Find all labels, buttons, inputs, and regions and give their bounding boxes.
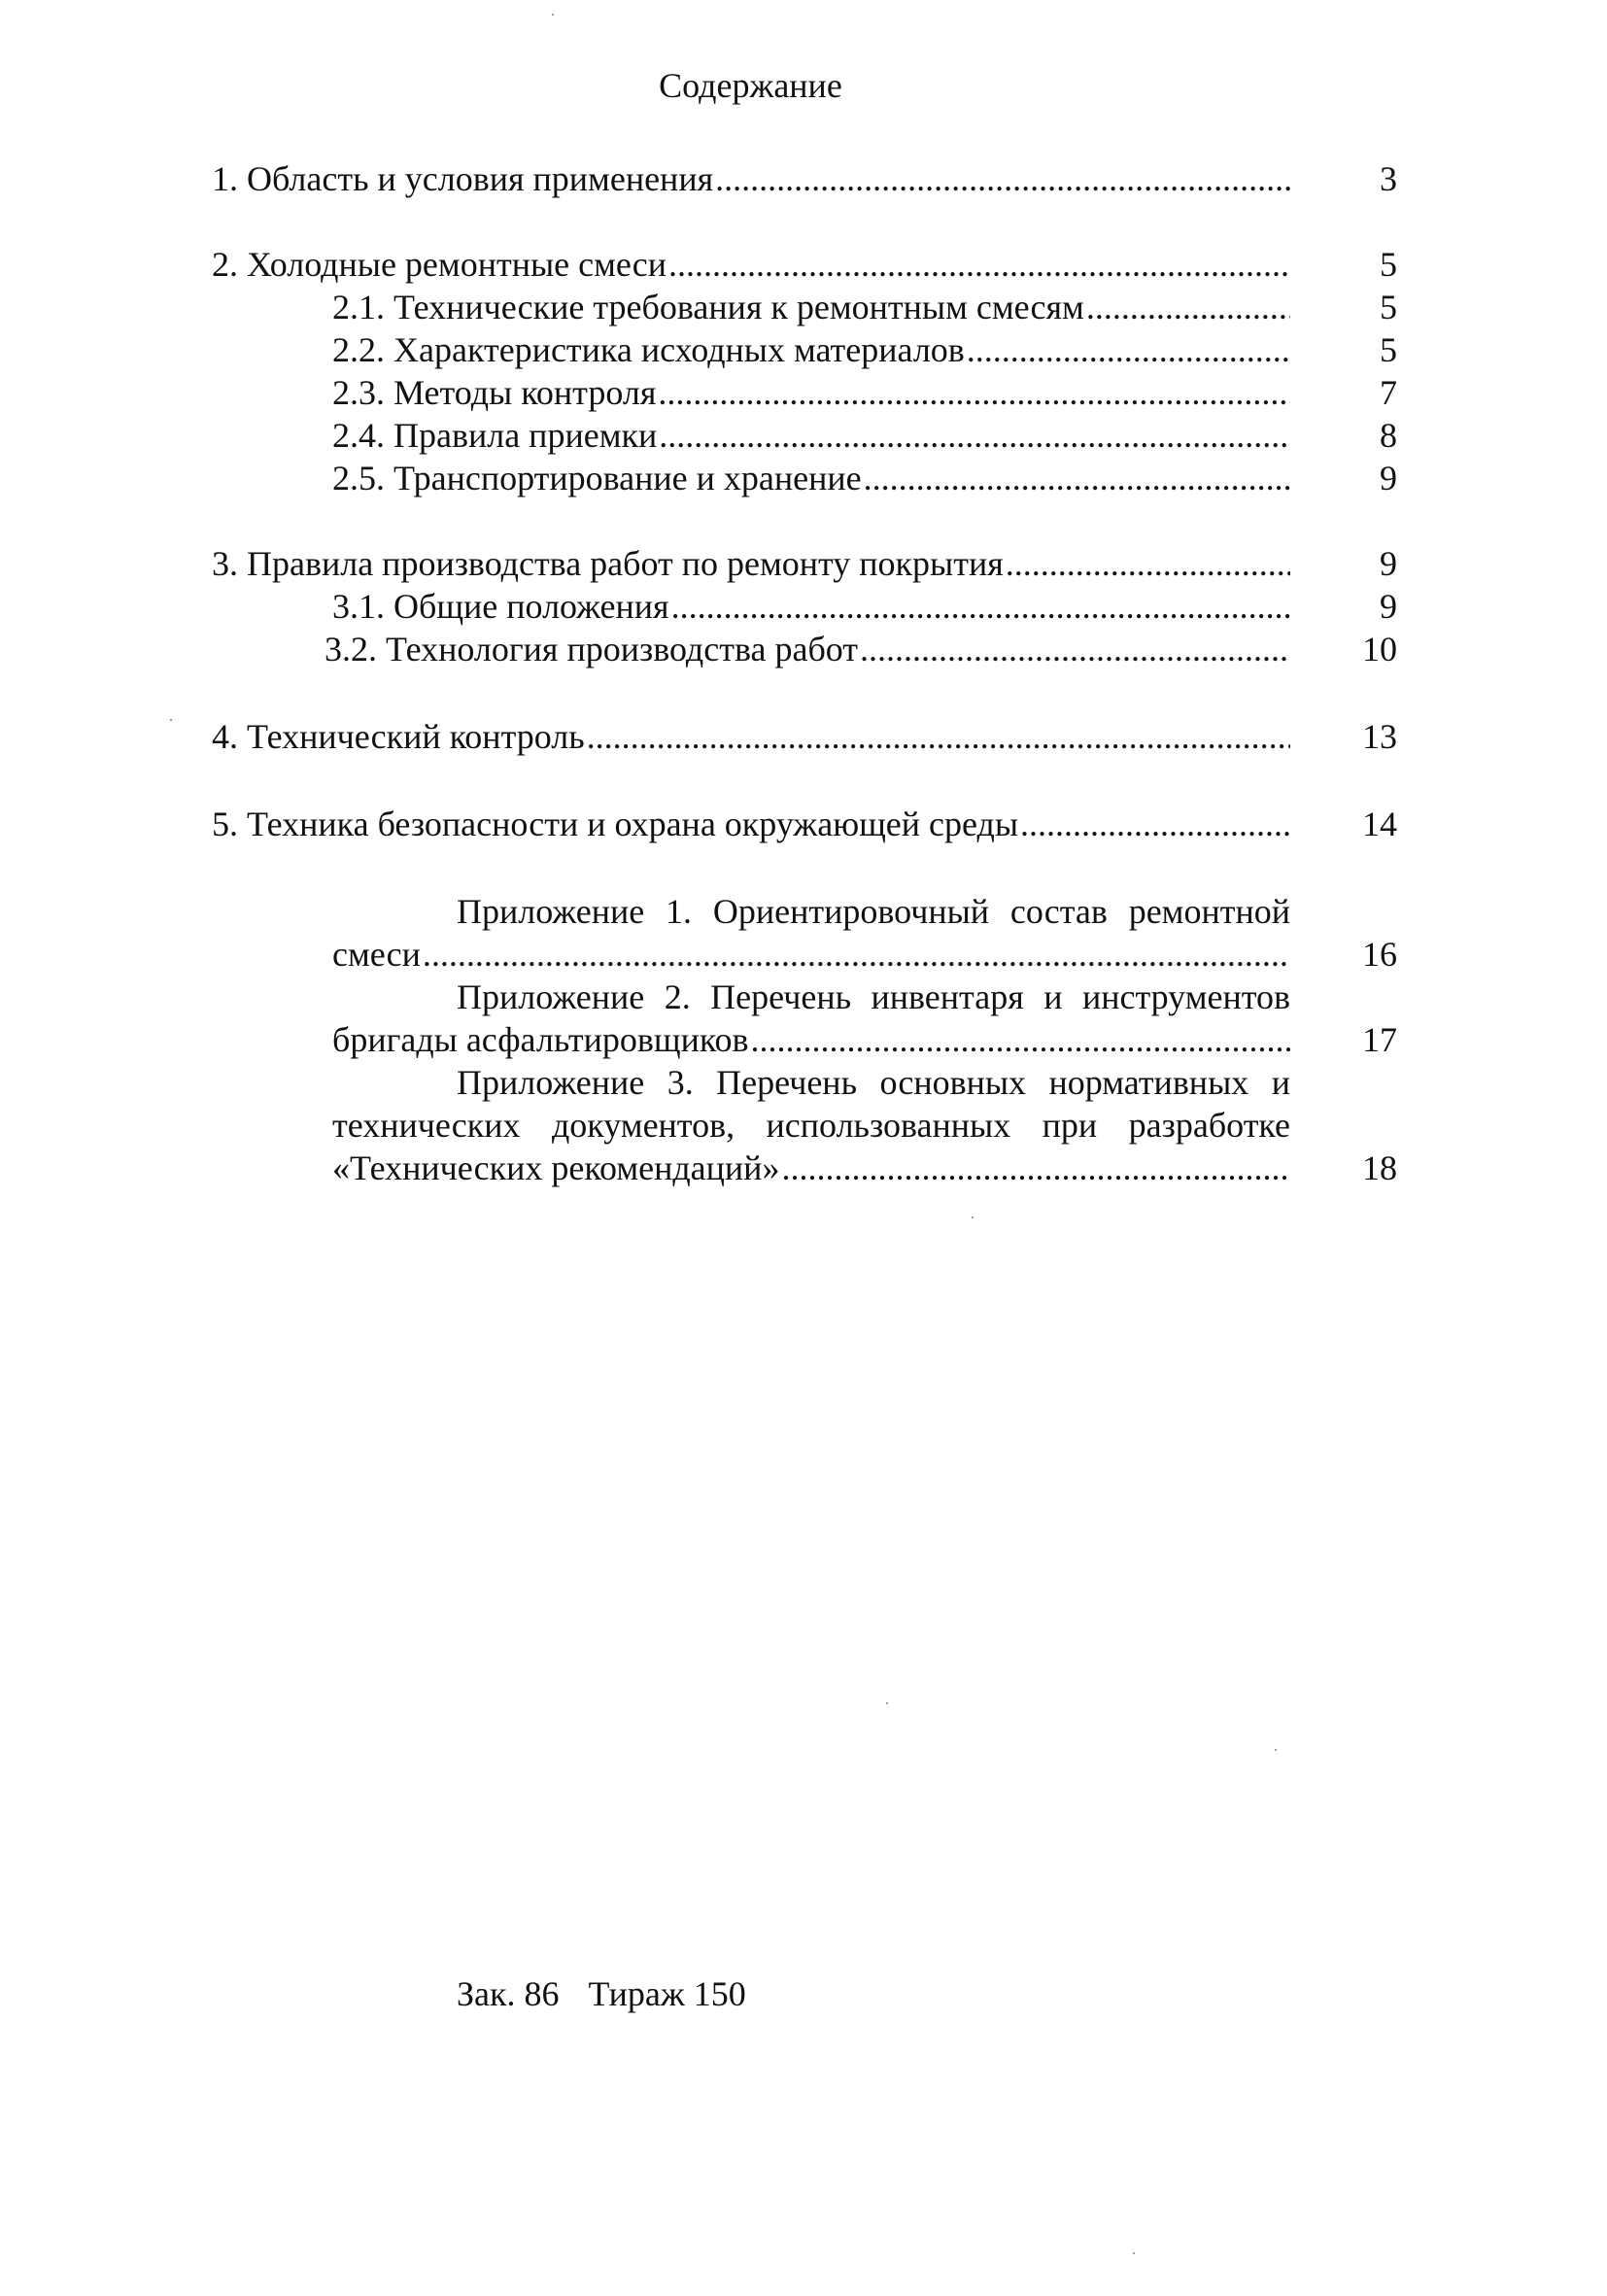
toc-page-number: 9 (1380, 587, 1397, 626)
toc-page-number: 5 (1380, 288, 1397, 326)
toc-leader-dots (715, 157, 1290, 200)
toc-subentry[interactable] (332, 371, 1290, 414)
toc-page-number: 9 (1380, 459, 1397, 497)
toc-leader-dots (659, 414, 1290, 457)
toc-leader-dots (967, 328, 1290, 371)
toc-entry-title: 3.2. Технология производства работ (325, 630, 859, 668)
toc-leader-dots (587, 715, 1290, 758)
toc-entry-title: 2.3. Методы контроля (332, 373, 657, 412)
toc-entry-title: 3.1. Общие положения (332, 587, 669, 626)
scan-speck (552, 14, 554, 16)
toc-subentry[interactable] (332, 585, 1290, 628)
toc-page-number: 7 (1380, 373, 1397, 412)
toc-page-number: 14 (1362, 805, 1397, 843)
scan-speck (170, 719, 172, 721)
toc-entry[interactable] (212, 715, 1290, 758)
toc-leader-dots (1020, 803, 1290, 845)
toc-entry-title: 4. Технический контроль (212, 717, 585, 756)
scan-speck (1133, 2252, 1135, 2254)
toc-entry-title: 2.4. Правила приемки (332, 416, 658, 455)
print-footer (457, 1972, 746, 2015)
toc-leader-dots (781, 1147, 1290, 1189)
appendix-entry-line[interactable]: технических документов, использованных при разработке (332, 1106, 1290, 1145)
toc-page-number: 17 (1362, 1020, 1397, 1059)
appendix-entry-line[interactable]: Приложение 3. Перечень основных нормативных и (457, 1063, 1290, 1102)
appendix-entry-line[interactable]: Приложение 1. Ориентировочный состав ремонтной (457, 892, 1290, 931)
appendix-entry[interactable] (332, 1147, 1290, 1189)
toc-page-number: 5 (1380, 245, 1397, 284)
toc-leader-dots (1006, 542, 1290, 585)
toc-leader-dots (423, 933, 1290, 976)
toc-subentry[interactable] (332, 414, 1290, 457)
toc-entry-title: смеси (332, 935, 421, 974)
page-title: Содержание (659, 66, 842, 105)
toc-entry-title: 3. Правила производства работ по ремонту покрытия (212, 544, 1004, 583)
toc-entry-title: 2.2. Характеристика исходных материалов (332, 330, 965, 369)
toc-subentry[interactable] (325, 628, 1290, 670)
toc-entry-title: 5. Техника безопасности и охрана окружающей среды (212, 805, 1019, 843)
scan-speck (972, 1217, 974, 1218)
toc-entry[interactable] (212, 542, 1290, 585)
toc-entry-title: 2.5. Транспортирование и хранение (332, 459, 862, 497)
toc-leader-dots (1086, 286, 1290, 328)
toc-entry-title: 2.1. Технические требования к ремонтным смесям (332, 288, 1084, 326)
toc-leader-dots (864, 457, 1290, 499)
toc-page-number: 3 (1380, 159, 1397, 198)
toc-page-number: 16 (1362, 935, 1397, 974)
toc-leader-dots (671, 585, 1290, 628)
toc-leader-dots (658, 371, 1290, 414)
toc-subentry[interactable] (332, 286, 1290, 328)
toc-page-number: 8 (1380, 416, 1397, 455)
toc-entry[interactable] (212, 243, 1290, 286)
toc-entry-title: 1. Область и условия применения (212, 159, 714, 198)
toc-entry-title: 2. Холодные ремонтные смеси (212, 245, 667, 284)
toc-entry[interactable] (212, 157, 1290, 200)
toc-page-number: 13 (1362, 717, 1397, 756)
order-number: Зак. 86 (457, 1974, 560, 2013)
toc-leader-dots (860, 628, 1290, 670)
toc-leader-dots (668, 243, 1290, 286)
toc-subentry[interactable] (332, 457, 1290, 499)
toc-entry[interactable] (212, 803, 1290, 845)
scan-speck (1275, 1749, 1277, 1751)
print-run: Тираж 150 (588, 1974, 746, 2013)
toc-page-number: 10 (1362, 630, 1397, 668)
toc-page-number: 5 (1380, 330, 1397, 369)
toc-subentry[interactable] (332, 328, 1290, 371)
toc-page-number: 9 (1380, 544, 1397, 583)
toc-leader-dots (751, 1018, 1290, 1061)
appendix-entry-line[interactable]: Приложение 2. Перечень инвентаря и инструментов (457, 977, 1290, 1016)
toc-page-number: 18 (1362, 1148, 1397, 1187)
toc-entry-title: бригады асфальтировщиков (332, 1020, 749, 1059)
appendix-entry[interactable] (332, 1018, 1290, 1061)
toc-entry-title: «Технических рекомендаций» (332, 1148, 780, 1187)
scan-speck (886, 1702, 888, 1704)
appendix-entry[interactable] (332, 933, 1290, 976)
